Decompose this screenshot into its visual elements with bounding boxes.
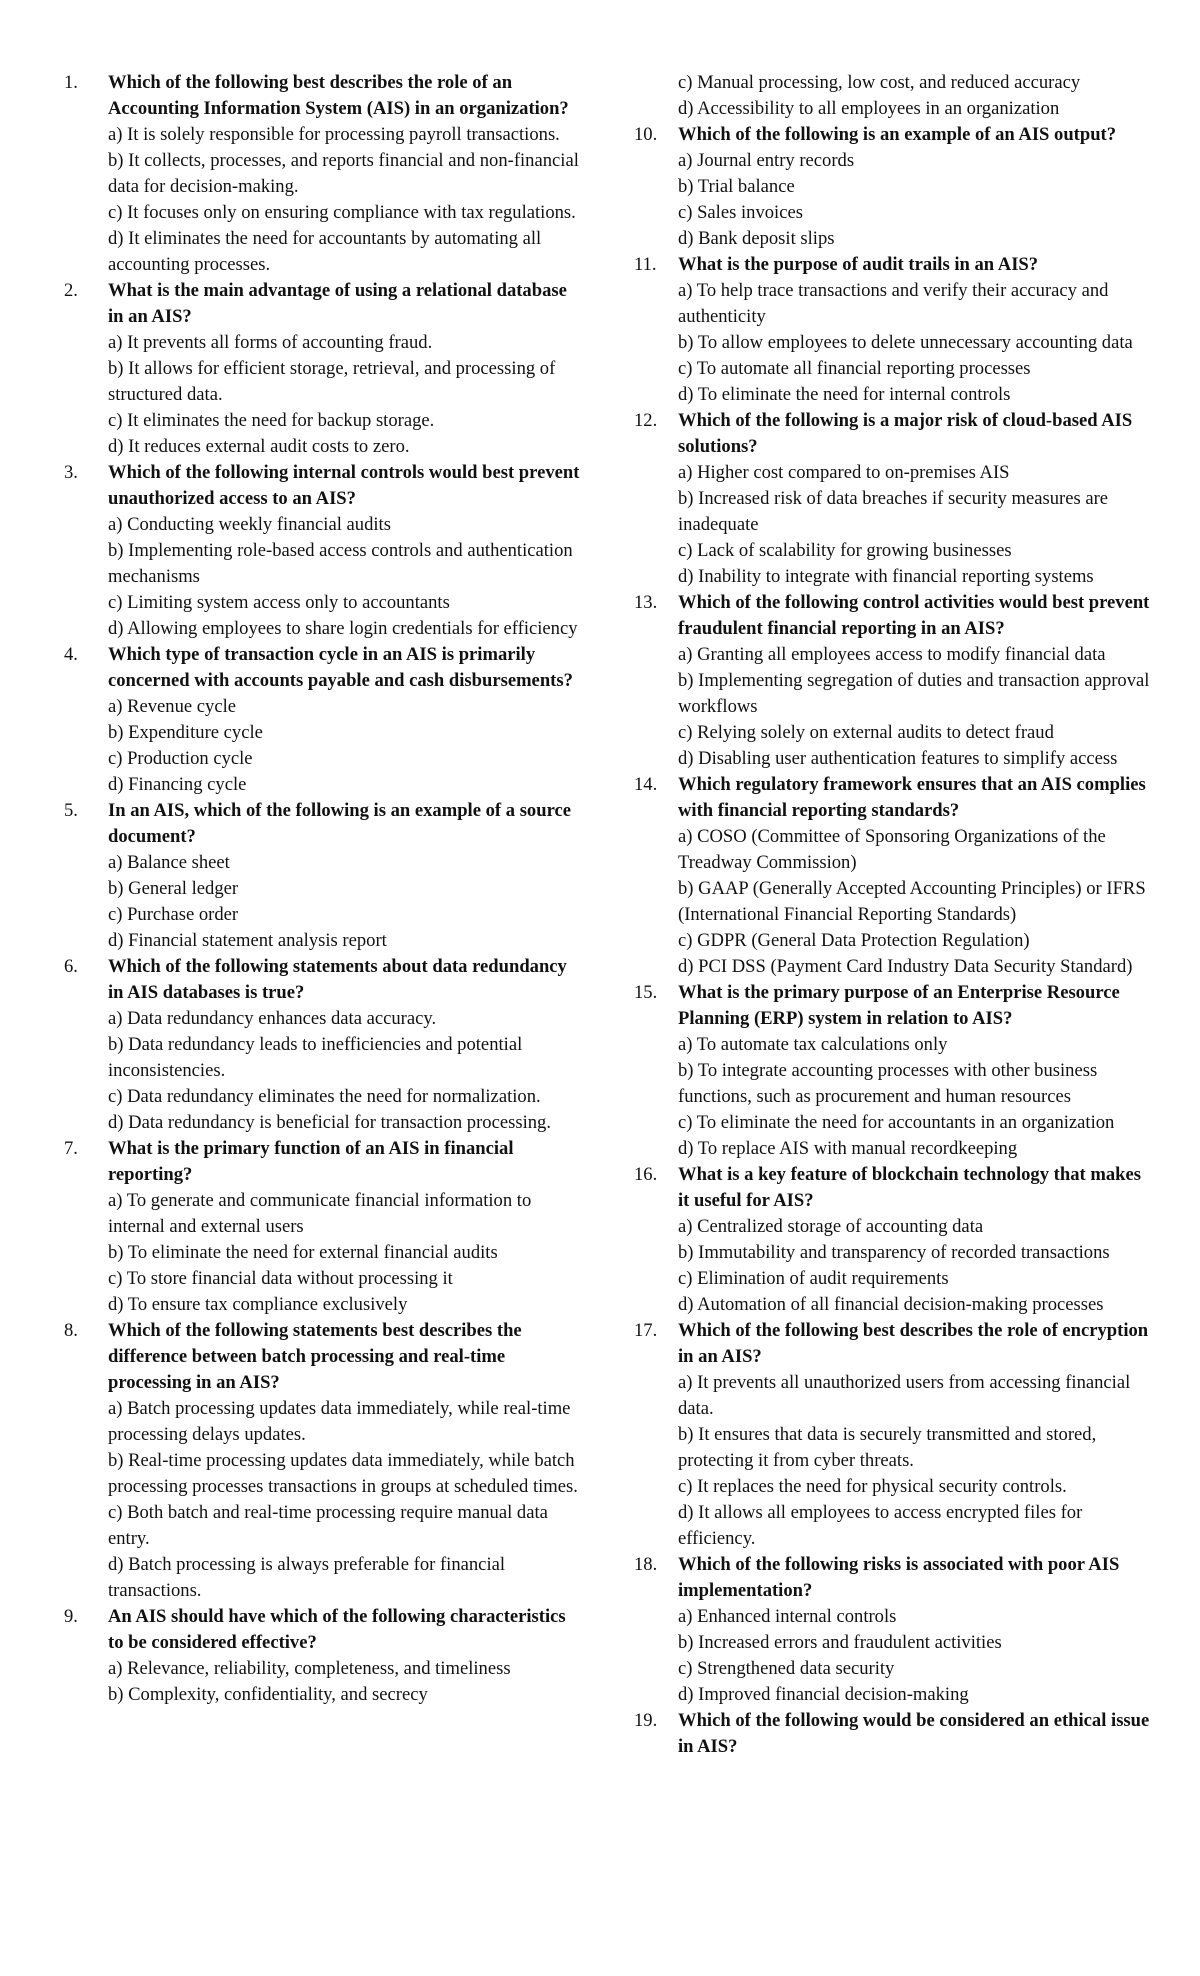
question-item [634,122,1154,252]
question-option: a) Enhanced internal controls [678,1606,897,1627]
question-text: An AIS should have which of the following characteristics to be considered effective? [108,1606,566,1653]
question-option: a) It prevents all forms of accounting fraud. [108,332,433,353]
question-option: b) Increased errors and fraudulent activities [678,1632,1002,1653]
question-option: c) To automate all financial reporting processes [678,358,1031,379]
right-column [634,70,1154,1760]
question-text: Which regulatory framework ensures that an AIS complies with financial reporting standards? [678,774,1146,821]
question-text: Which of the following statements about data redundancy in AIS databases is true? [108,956,567,1003]
question-option: b) It collects, processes, and reports financial and non-financial data for decision-making. [108,150,579,197]
question-option: d) Automation of all financial decision-making processes [678,1294,1104,1315]
question-option: d) Batch processing is always preferable for financial transactions. [108,1554,506,1601]
question-option: b) Data redundancy leads to inefficiencies and potential inconsistencies. [108,1034,523,1081]
question-option: b) General ledger [108,878,239,899]
question-text: Which of the following internal controls would best prevent unauthorized access to an AIS? [108,462,580,509]
question-number: 9. [64,1606,78,1627]
question-item [64,798,584,954]
question-item [634,408,1154,590]
question-option: c) It replaces the need for physical security controls. [678,1476,1067,1497]
question-item [634,1162,1154,1318]
question-option: d) It eliminates the need for accountants by automating all accounting processes. [108,228,542,275]
question-text: Which of the following is an example of an AIS output? [678,124,1117,145]
question-number: 4. [64,644,78,665]
question-item [64,1318,584,1604]
question-option: d) Improved financial decision-making [678,1684,969,1705]
question-text: Which type of transaction cycle in an AIS is primarily concerned with accounts payable and cash disbursements? [108,644,573,691]
question-option: c) Data redundancy eliminates the need for normalization. [108,1086,541,1107]
question-option: a) It prevents all unauthorized users from accessing financial data. [678,1372,1131,1419]
question-item [64,954,584,1136]
question-number: 5. [64,800,78,821]
question-text: Which of the following is a major risk of cloud-based AIS solutions? [678,410,1133,457]
question-number: 3. [64,462,78,483]
question-option: d) Financing cycle [108,774,247,795]
question-number: 7. [64,1138,78,1159]
question-option: c) Production cycle [108,748,253,769]
question-number: 14. [634,774,658,795]
question-option: d) To replace AIS with manual recordkeeping [678,1138,1018,1159]
question-option: a) Conducting weekly financial audits [108,514,391,535]
question-9-continuation [634,70,1154,122]
question-item [634,1708,1154,1760]
question-option: d) Allowing employees to share login credentials for efficiency [108,618,578,639]
question-option: b) To eliminate the need for external financial audits [108,1242,498,1263]
question-text: What is the purpose of audit trails in an AIS? [678,254,1039,275]
question-option: a) Balance sheet [108,852,230,873]
question-option: c) Limiting system access only to accountants [108,592,450,613]
question-option: a) COSO (Committee of Sponsoring Organizations of the Treadway Commission) [678,826,1106,873]
question-number: 16. [634,1164,658,1185]
question-option: b) To integrate accounting processes with other business functions, such as procurement and human resources [678,1060,1098,1107]
question-text: Which of the following statements best describes the difference between batch processing and real-time processing in an AIS? [108,1320,522,1393]
question-option: c) Both batch and real-time processing require manual data entry. [108,1502,548,1549]
question-item [634,1552,1154,1708]
question-item [64,460,584,642]
question-option: a) It is solely responsible for processing payroll transactions. [108,124,560,145]
question-text: Which of the following would be considered an ethical issue in AIS? [678,1710,1150,1757]
question-item [634,980,1154,1162]
question-number: 12. [634,410,658,431]
question-option: b) Implementing role-based access controls and authentication mechanisms [108,540,573,587]
question-item [64,278,584,460]
question-option: b) It allows for efficient storage, retrieval, and processing of structured data. [108,358,556,405]
question-option: c) Lack of scalability for growing businesses [678,540,1012,561]
question-option: c) Purchase order [108,904,239,925]
question-number: 18. [634,1554,658,1575]
question-option: b) It ensures that data is securely transmitted and stored, protecting it from cyber threats. [678,1424,1097,1471]
question-option: c) It focuses only on ensuring compliance with tax regulations. [108,202,576,223]
question-option: a) To help trace transactions and verify their accuracy and authenticity [678,280,1109,327]
question-option: b) Real-time processing updates data immediately, while batch processing processes transactions in groups at scheduled times. [108,1450,578,1497]
question-item [64,642,584,798]
question-item [64,1604,584,1708]
left-column [64,70,584,1708]
question-text: In an AIS, which of the following is an example of a source document? [108,800,571,847]
question-option: a) Data redundancy enhances data accuracy. [108,1008,437,1029]
question-text: Which of the following best describes the role of an Accounting Information System (AIS) in an organization? [108,72,569,119]
question-option: d) It reduces external audit costs to zero. [108,436,410,457]
question-option: c) Sales invoices [678,202,803,223]
question-number: 13. [634,592,658,613]
question-option: a) Relevance, reliability, completeness, and timeliness [108,1658,511,1679]
question-option: c) To eliminate the need for accountants in an organization [678,1112,1115,1133]
question-option: a) To automate tax calculations only [678,1034,948,1055]
question-option: c) Relying solely on external audits to detect fraud [678,722,1054,743]
question-option: d) To eliminate the need for internal controls [678,384,1011,405]
question-option: a) Batch processing updates data immediately, while real-time processing delays updates. [108,1398,571,1445]
question-option: c) Manual processing, low cost, and reduced accuracy [678,72,1081,93]
question-text: Which of the following control activities would best prevent fraudulent financial reporting in an AIS? [678,592,1150,639]
question-item [64,1136,584,1318]
question-option: c) GDPR (General Data Protection Regulation) [678,930,1030,951]
question-option: d) Bank deposit slips [678,228,835,249]
question-option: d) Data redundancy is beneficial for transaction processing. [108,1112,551,1133]
question-option: a) Granting all employees access to modify financial data [678,644,1106,665]
question-option: a) Higher cost compared to on-premises AIS [678,462,1010,483]
question-option: a) Journal entry records [678,150,855,171]
question-option: c) Strengthened data security [678,1658,895,1679]
question-option: b) Increased risk of data breaches if security measures are inadequate [678,488,1109,535]
question-option: b) Implementing segregation of duties and transaction approval workflows [678,670,1150,717]
question-number: 1. [64,72,78,93]
question-option: d) To ensure tax compliance exclusively [108,1294,408,1315]
question-option: c) It eliminates the need for backup storage. [108,410,435,431]
question-option: d) Inability to integrate with financial reporting systems [678,566,1094,587]
question-option: c) To store financial data without processing it [108,1268,453,1289]
question-number: 15. [634,982,658,1003]
question-text: What is a key feature of blockchain technology that makes it useful for AIS? [678,1164,1141,1211]
question-number: 6. [64,956,78,977]
question-text: What is the primary function of an AIS in financial reporting? [108,1138,514,1185]
question-option: b) Expenditure cycle [108,722,263,743]
question-text: Which of the following best describes the role of encryption in an AIS? [678,1320,1149,1367]
question-number: 11. [634,254,657,275]
question-option: d) PCI DSS (Payment Card Industry Data Security Standard) [678,956,1133,977]
question-number: 8. [64,1320,78,1341]
question-option: d) Financial statement analysis report [108,930,387,951]
question-option: b) Immutability and transparency of recorded transactions [678,1242,1110,1263]
question-text: Which of the following risks is associated with poor AIS implementation? [678,1554,1120,1601]
question-number: 10. [634,124,658,145]
question-item [634,590,1154,772]
question-option: c) Elimination of audit requirements [678,1268,949,1289]
question-option: a) Revenue cycle [108,696,237,717]
question-text: What is the main advantage of using a relational database in an AIS? [108,280,567,327]
question-option: b) GAAP (Generally Accepted Accounting Principles) or IFRS (International Financial Reporting Standards) [678,878,1146,925]
question-option: a) Centralized storage of accounting data [678,1216,984,1237]
question-item [634,1318,1154,1552]
question-number: 2. [64,280,78,301]
question-text: What is the primary purpose of an Enterprise Resource Planning (ERP) system in relation to AIS? [678,982,1120,1029]
question-option: d) Disabling user authentication features to simplify access [678,748,1118,769]
question-number: 17. [634,1320,658,1341]
question-item [64,70,584,278]
question-item [634,252,1154,408]
question-option: b) To allow employees to delete unnecessary accounting data [678,332,1133,353]
question-option: d) Accessibility to all employees in an organization [678,98,1060,119]
question-item [634,772,1154,980]
question-option: b) Complexity, confidentiality, and secrecy [108,1684,428,1705]
question-option: b) Trial balance [678,176,795,197]
question-number: 19. [634,1710,658,1731]
question-option: a) To generate and communicate financial information to internal and external users [108,1190,532,1237]
question-option: d) It allows all employees to access encrypted files for efficiency. [678,1502,1083,1549]
